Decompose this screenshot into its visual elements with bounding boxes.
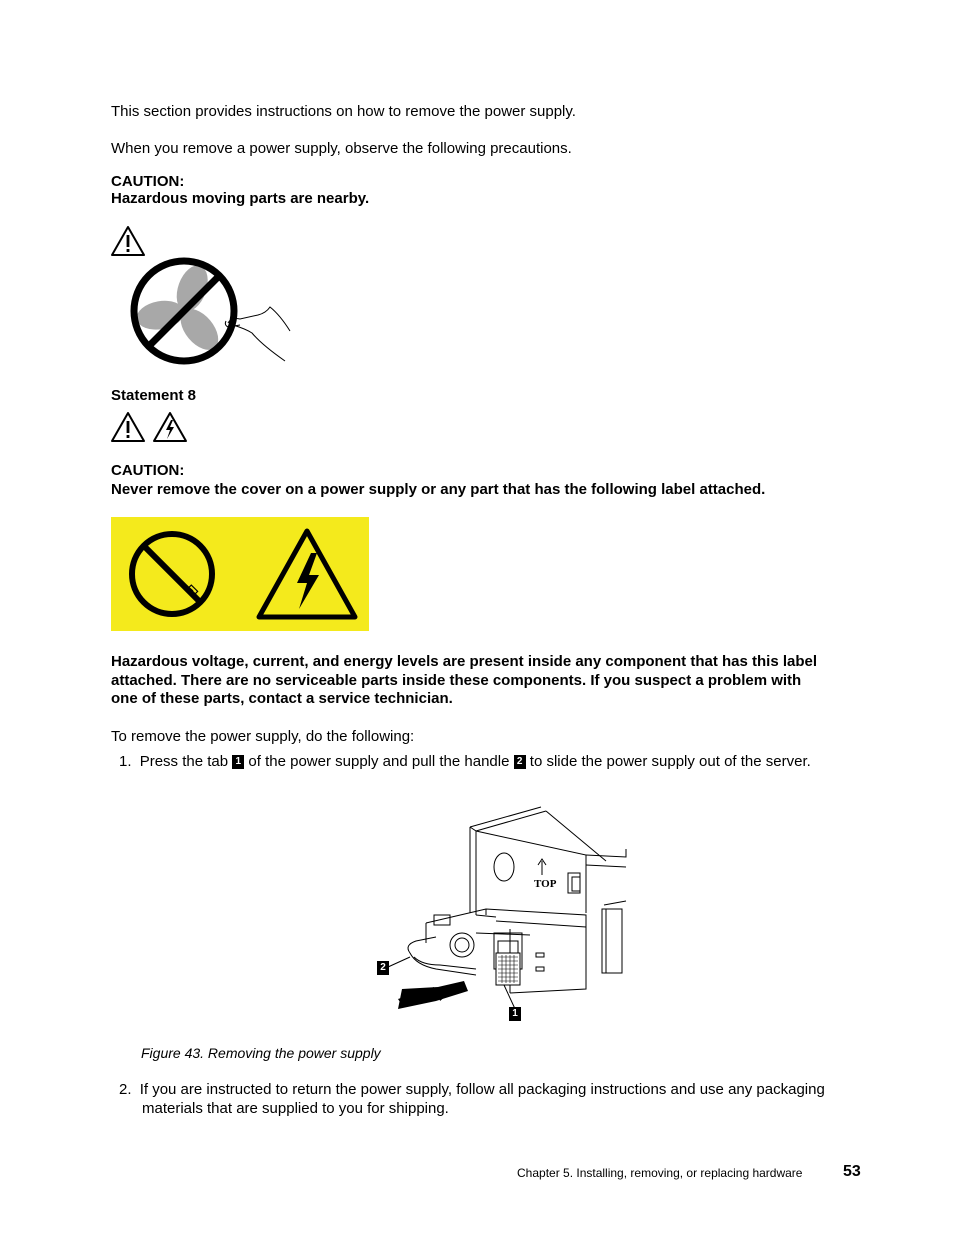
caution-text: Hazardous moving parts are nearby. (111, 190, 370, 207)
step-number: 2. (119, 1081, 132, 1098)
warning-triangle-icon (110, 225, 146, 257)
page-number: 53 (843, 1163, 861, 1180)
callout-badge: 1 (232, 755, 244, 769)
electrical-hazard-icon (152, 411, 188, 443)
caution-text: Never remove the cover on a power supply or any part that has the following label attached. (111, 481, 766, 498)
intro-line-1: This section provides instructions on how to remove the power supply. (111, 103, 576, 120)
figure-caption: Figure 43. Removing the power supply (141, 1045, 381, 1061)
moving-parts-prohibited-icon (128, 255, 293, 365)
step-2 (119, 1081, 825, 1099)
step-text: materials that are supplied to you for shipping. (142, 1100, 449, 1117)
tab-callout (509, 1005, 521, 1022)
step-number: 1. (119, 753, 132, 770)
step-1 (119, 753, 811, 771)
step-text: Press the tab (139, 753, 229, 770)
intro-line-2: When you remove a power supply, observe the following precautions. (111, 140, 572, 157)
callout-badge: 2 (514, 755, 526, 769)
warning-triangle-icon (110, 411, 146, 443)
top-label: TOP (534, 878, 557, 890)
hazard-label-image (111, 517, 369, 631)
statement-title: Statement 8 (111, 387, 197, 404)
footer-chapter: Chapter 5. Installing, removing, or replacing hardware (517, 1166, 803, 1180)
hazard-paragraph-line-1: Hazardous voltage, current, and energy levels are present inside any component that has this label (111, 653, 818, 670)
step-text: to slide the power supply out of the server. (529, 753, 811, 770)
handle-callout (377, 959, 389, 976)
step-text: If you are instructed to return the power supply, follow all packaging instructions and use any packaging (139, 1081, 825, 1098)
callout-badge: 2 (377, 961, 389, 975)
callout-badge: 1 (509, 1007, 521, 1021)
procedure-intro: To remove the power supply, do the following: (111, 728, 415, 745)
hazard-paragraph-line-3: one of these parts, contact a service technician. (111, 690, 453, 707)
power-supply-illustration (376, 805, 632, 1020)
caution-label: CAUTION: (111, 462, 185, 479)
step-text: of the power supply and pull the handle (248, 753, 510, 770)
caution-label: CAUTION: (111, 173, 185, 190)
hazard-paragraph-line-2: attached. There are no serviceable parts inside these components. If you suspect a problem with (111, 672, 802, 689)
